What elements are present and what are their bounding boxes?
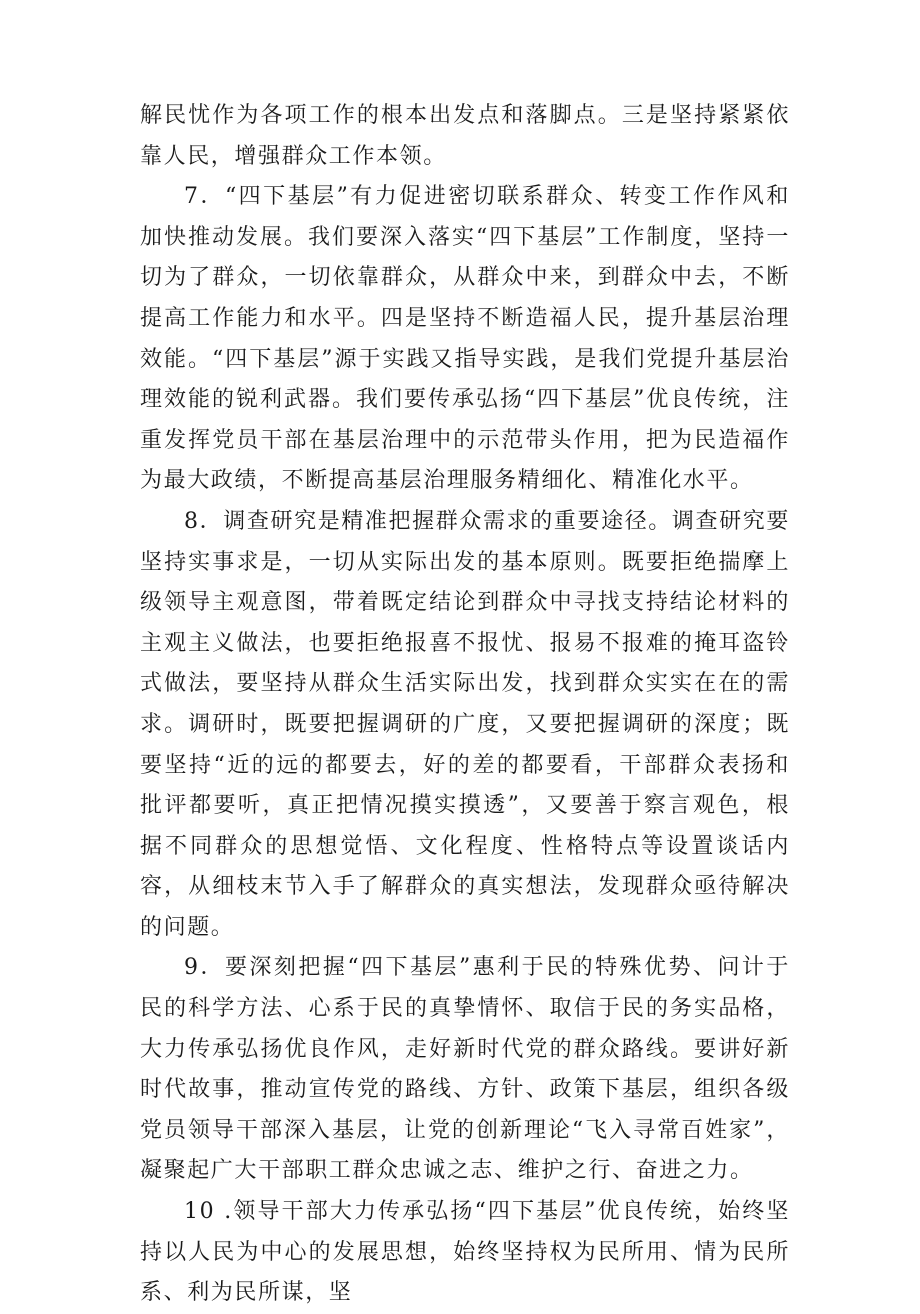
document-page xyxy=(140,96,790,1314)
paragraph-item-7: 7．“四下基层”有力促进密切联系群众、转变工作作风和加快推动发展。我们要深入落实“四下基层”工作制度，坚持一切为了群众，一切依靠群众，从群众中来，到群众中去，不断提高工作能力和水平。四是坚持不断造福人民，提升基层治理效能。“四下基层”源于实践又指导实践，是我们党提升基层治理效能的锐利武器。我们要传承弘扬“四下基层”优良传统，注重发挥党员干部在基层治理中的示范带头作用，把为民造福作为最大政绩，不断提高基层治理服务精细化、精准化水平。 xyxy=(140,184,790,494)
paragraph-item-8: 8．调查研究是精准把握群众需求的重要途径。调查研究要坚持实事求是，一切从实际出发的基本原则。既要拒绝揣摩上级领导主观意图，带着既定结论到群众中寻找支持结论材料的主观主义做法，也要拒绝报喜不报忧、报易不报难的掩耳盗铃式做法，要坚持从群众生活实际出发，找到群众实实在在的需求。调研时，既要把握调研的广度，又要把握调研的深度；既要坚持“近的远的都要去，好的差的都要看，干部群众表扬和批评都要听，真正把情况摸实摸透”，又要善于察言观色，根据不同群众的思想觉悟、文化程度、性格特点等设置谈话内容，从细枝末节入手了解群众的真实想法，发现群众亟待解决的问题。 xyxy=(140,508,790,940)
paragraph-item-10: 10 .领导干部大力传承弘扬“四下基层”优良传统，始终坚持以人民为中心的发展思想，始终坚持权为民所用、情为民所系、利为民所谋，坚 xyxy=(140,1199,790,1306)
paragraph-item-9: 9．要深刻把握“四下基层”惠利于民的特殊优势、问计于民的科学方法、心系于民的真挚情怀、取信于民的务实品格，大力传承弘扬优良作风，走好新时代党的群众路线。要讲好新时代故事，推动宣传党的路线、方针、政策下基层，组织各级党员领导干部深入基层，让党的创新理论“飞入寻常百姓家”，凝聚起广大干部职工群众忠诚之志、维护之行、奋进之力。 xyxy=(140,955,790,1184)
paragraph-continuation: 解民忧作为各项工作的根本出发点和落脚点。三是坚持紧紧依靠人民，增强群众工作本领。 xyxy=(140,103,790,169)
